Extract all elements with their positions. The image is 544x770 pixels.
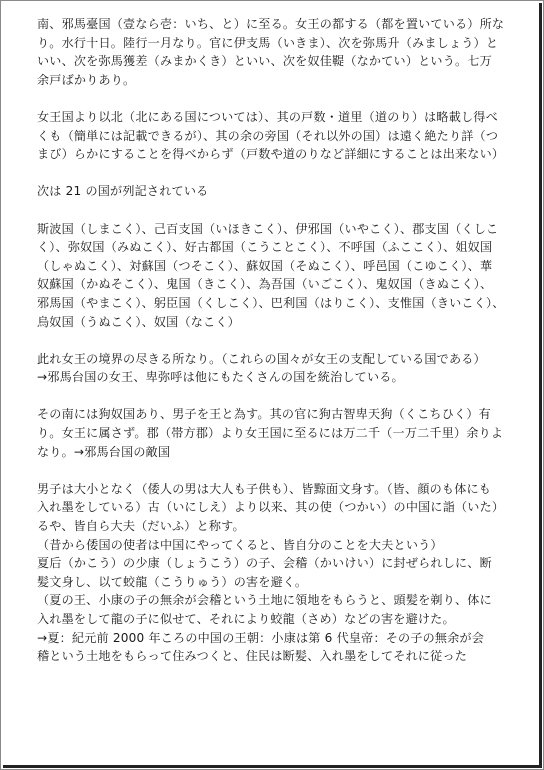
paragraph-1	[37, 15, 515, 89]
text-line: 入れ墨をして龍の子に似せて、それにより蛟龍（さめ）などの害を避けた。	[37, 612, 455, 626]
text-line: 入れ墨をしている）古（いにしえ）より以来、其の使（つかい）の中国に詣（いた）	[37, 500, 505, 515]
text-line: り。女王に属さず。郡（帯方郡）より女王国に至るには万二千（一万二千里）余りよ	[37, 426, 504, 441]
text-line: いい、次を弥馬獲差（みまかくき）といい、次を奴佳鞮（なかてい）という。七万	[37, 54, 492, 69]
text-line: り。水行十日。陸行一月なり。官に伊支馬（いきま）、次を弥馬升（みましょう）と	[37, 35, 499, 50]
text-line: →夏：紀元前 2000 年ころの中国の王朝：小康は第 6 代皇帝：その子の無余が会	[37, 630, 485, 645]
text-line: 髪文身し、以て蛟龍（こうりゅう）の害を避く。	[37, 574, 308, 589]
text-line: （しゃぬこく）、対蘇国（つそこく）、蘇奴国（そぬこく）、呼邑国（こゆこく）、華	[37, 258, 493, 273]
paragraph-2	[37, 108, 515, 164]
paragraph-7	[37, 480, 515, 666]
text-line: 女王国より以北（北にある国については）、其の戸数・道里（道のり）は略載し得べ	[37, 109, 498, 124]
text-line: （夏の王、小康の子の無余が会稽という土地に領地をもらうと、頭髪を剃り、体に	[37, 593, 492, 608]
text-line: 奴蘇国（かぬそこく）、鬼国（きこく）、為吾国（いごこく）、鬼奴国（きぬこく）、	[37, 277, 493, 292]
document-body	[37, 15, 515, 684]
paragraph-4	[37, 220, 515, 332]
text-line: 南、邪馬臺国（壹なら壱：いち、と）に至る。女王の都する（都を置いている）所な	[37, 17, 505, 31]
text-line: るや、皆自ら大夫（だいふ）と称す。	[37, 519, 245, 534]
text-line: く）、弥奴国（みぬこく）、好古都国（こうことこく）、不呼国（ふここく）、姐奴国	[37, 240, 493, 255]
text-line: 稽という土地をもらって住みつくと、住民は断髪、入れ墨をしてそれに従った	[37, 649, 468, 664]
text-line: 斯波国（しまこく）、己百支国（いほきこく）、伊邪国（いやこく）、郡支国（くしこ	[37, 221, 499, 236]
text-line: なり。→邪馬台国の敵国	[37, 444, 171, 459]
text-line: 夏后（かこう）の少康（しょうこう）の子、会稽（かいけい）に封ぜられしに、断	[37, 556, 492, 571]
text-line: 男子は大小となく（倭人の男は大人も子供も）、皆黥面文身す。（皆、顔のも体にも	[37, 481, 492, 496]
text-line: 此れ女王の境界の尽きる所なり。（これらの国々が女王の支配している国である）	[37, 351, 486, 366]
text-line: 次は 21 の国が列記されている	[37, 184, 209, 199]
paragraph-3	[37, 182, 515, 201]
text-line: 邪馬国（やまこく）、躬臣国（くしこく）、巴利国（はりこく）、支惟国（きいこく）、	[37, 295, 505, 310]
text-line: まび）らかにすることを得べからず（戸数や道のりなど詳細にすることは出来ない）	[37, 147, 505, 162]
text-line: （昔から倭国の使者は中国にやってくると、皆自分のことを大夫という）	[37, 537, 443, 552]
paragraph-6	[37, 405, 515, 461]
text-line: →邪馬台国の女王、卑弥呼は他にもたくさんの国を統治している。	[37, 370, 404, 385]
text-line: 烏奴国（うぬこく）、奴国（なこく）	[37, 314, 240, 329]
text-line: その南には狗奴国あり、男子を王と為す。其の官に狗古智卑天狗（くこちひく）有	[37, 407, 491, 422]
text-line: くも（簡単には記載できるが）、其の余の旁国（それ以外の国）は遠く絶たり詳（つ	[37, 128, 499, 143]
text-line: 余戸ばかりあり。	[37, 72, 136, 87]
paragraph-5	[37, 350, 515, 387]
